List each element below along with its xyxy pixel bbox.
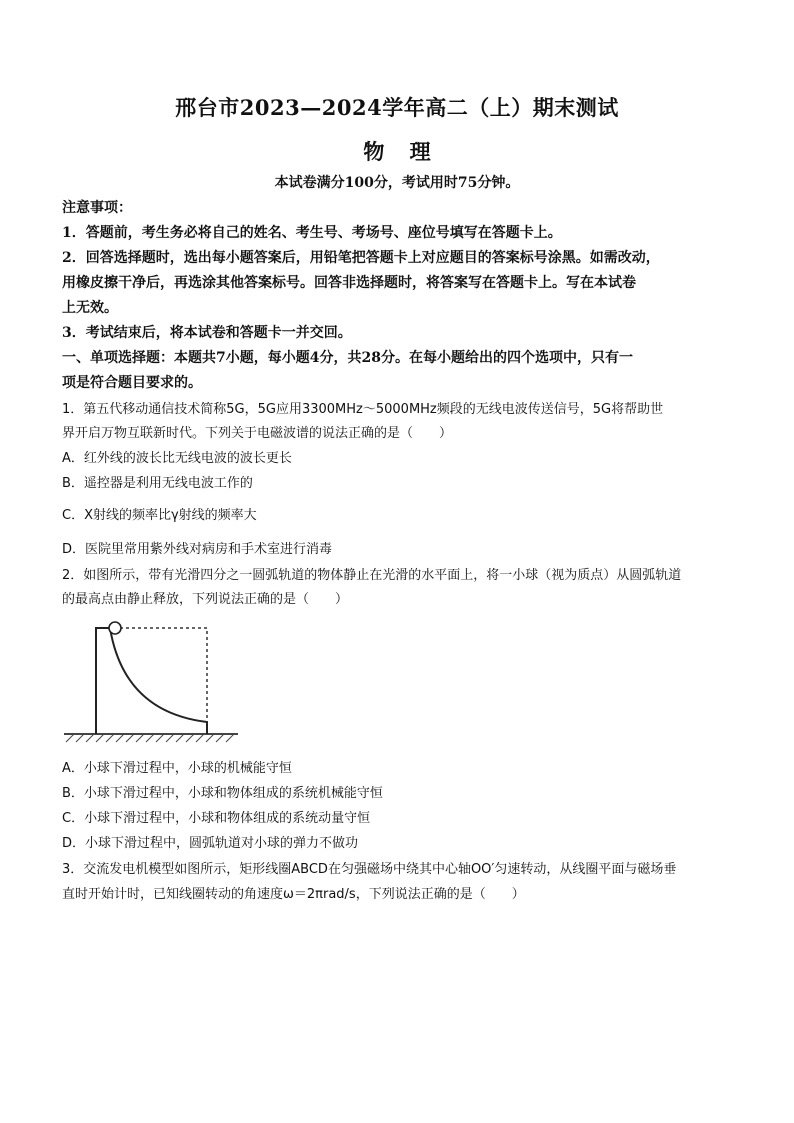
q2-stem: 2．如图所示，带有光滑四分之一圆弧轨道的物体静止在光滑的水平面上，将一小球（视为质点）从圆弧轨道 <box>62 568 682 583</box>
q1-stem: 1．第五代移动通信技术简称5G，5G应用3300MHz～5000MHz频段的无线电波传送信号，5G将帮助世 <box>62 402 664 417</box>
notice-line: 2．回答选择题时，选出每小题答案后，用铅笔把答题卡上对应题目的答案标号涂黑。如需改动， <box>62 250 660 266</box>
q1-option-c: C．X射线的频率比γ射线的频率大 <box>62 508 257 523</box>
ball <box>109 622 121 634</box>
arc-track-block <box>96 628 207 734</box>
notice-heading: 注意事项： <box>62 200 132 216</box>
exam-subject: 物 理 <box>363 139 431 164</box>
q1-option-a: A．红外线的波长比无线电波的波长更长 <box>62 451 292 466</box>
notice-line: 上无效。 <box>62 300 118 316</box>
exam-subtitle: 本试卷满分100分，考试用时75分钟。 <box>274 175 520 191</box>
q2-option-b: B．小球下滑过程中，小球和物体组成的系统机械能守恒 <box>62 786 383 801</box>
q2-option-a: A．小球下滑过程中，小球的机械能守恒 <box>62 761 292 776</box>
q1-option-b: B．遥控器是利用无线电波工作的 <box>62 476 253 491</box>
q2-stem: 的最高点由静止释放，下列说法正确的是（ ） <box>62 592 349 607</box>
section-heading: 项是符合题目要求的。 <box>62 375 202 391</box>
notice-line: 1．答题前，考生务必将自己的姓名、考生号、考场号、座位号填写在答题卡上。 <box>62 225 562 241</box>
dashed-outline <box>120 628 207 722</box>
notice-line: 用橡皮擦干净后，再选涂其他答案标号。回答非选择题时，将答案写在答题卡上。写在本试卷 <box>62 275 636 291</box>
q1-stem: 界开启万物互联新时代。下列关于电磁波谱的说法正确的是（ ） <box>62 426 453 441</box>
ground-hatch <box>64 734 238 742</box>
exam-title: 邢台市2023—2024学年高二（上）期末测试 <box>175 95 619 120</box>
q3-stem: 3．交流发电机模型如图所示，矩形线圈ABCD在匀强磁场中绕其中心轴OO′匀速转动，从线圈平面与磁场垂 <box>62 862 677 877</box>
arc-track-figure <box>62 616 252 751</box>
section-heading: 一、单项选择题：本题共7小题，每小题4分，共28分。在每小题给出的四个选项中，只有一 <box>62 350 633 366</box>
q2-option-c: C．小球下滑过程中，小球和物体组成的系统动量守恒 <box>62 811 371 826</box>
q1-option-d: D．医院里常用紫外线对病房和手术室进行消毒 <box>62 542 333 557</box>
notice-line: 3．考试结束后，将本试卷和答题卡一并交回。 <box>62 325 352 341</box>
q3-stem: 直时开始计时，已知线圈转动的角速度ω＝2πrad/s，下列说法正确的是（ ） <box>62 887 525 902</box>
q2-option-d: D．小球下滑过程中，圆弧轨道对小球的弹力不做功 <box>62 836 359 851</box>
